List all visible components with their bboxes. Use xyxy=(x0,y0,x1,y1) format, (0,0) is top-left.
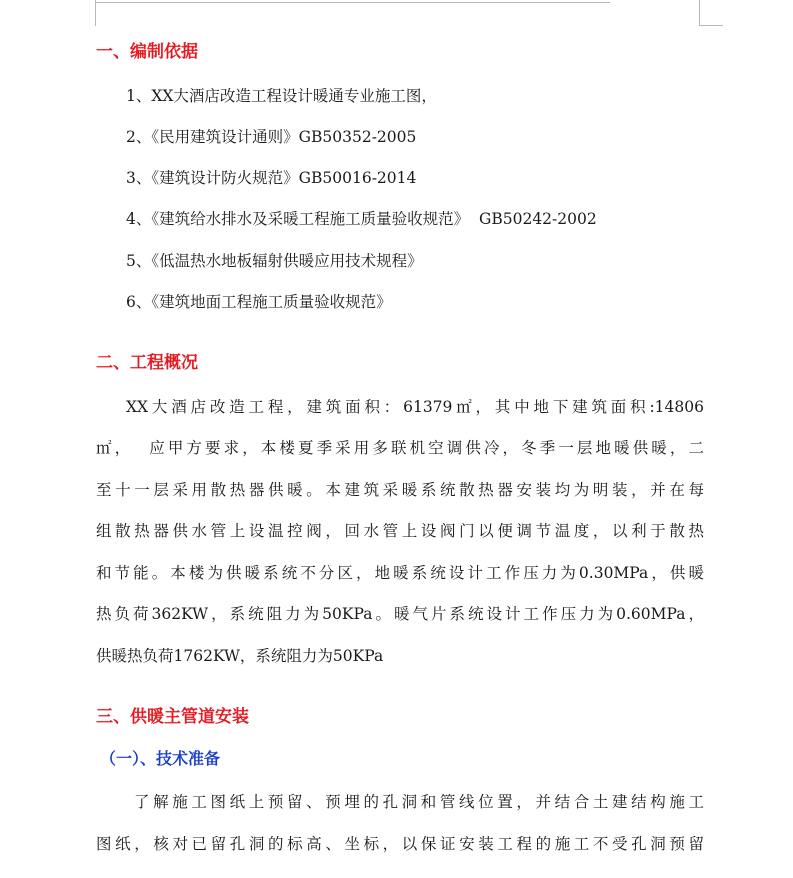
subsection-heading-tech-prep: （一）、技术准备 xyxy=(100,749,221,768)
overview-line-4: 组散热器供水管上设温控阀，回水管上设阀门以便调节温度，以利于散热 xyxy=(96,522,704,540)
overview-line-2: ㎡， 应甲方要求，本楼夏季采用多联机空调供冷，冬季一层地暖供暖，二 xyxy=(96,439,704,457)
basis-item-6: 6、《建筑地面工程施工质量验收规范》 xyxy=(126,293,392,311)
section-heading-basis: 一、编制依据 xyxy=(96,42,198,62)
page-corner-mark-top-right-vertical xyxy=(699,0,700,26)
section-heading-overview: 二、工程概况 xyxy=(96,353,198,373)
page-corner-mark-top-left-vertical xyxy=(95,0,96,26)
section-heading-main-pipe: 三、供暖主管道安装 xyxy=(96,707,249,727)
basis-item-5: 5、《低温热水地板辐射供暖应用技术规程》 xyxy=(126,252,423,270)
basis-item-4: 4、《建筑给水排水及采暖工程施工质量验收规范》 GB50242-2002 xyxy=(126,210,597,228)
overview-line-7: 供暖热负荷1762KW，系统阻力为50KPa xyxy=(96,647,384,665)
overview-line-6: 热负荷362KW，系统阻力为50KPa。暖气片系统设计工作压力为0.60MPa， xyxy=(96,605,704,623)
tech-prep-line-1: 了解施工图纸上预留、预埋的孔洞和管线位置，并结合土建结构施工 xyxy=(134,793,704,811)
basis-item-3: 3、《建筑设计防火规范》GB50016-2014 xyxy=(126,169,417,187)
overview-line-1: XX大酒店改造工程，建筑面积：61379㎡，其中地下建筑面积:14806 xyxy=(126,398,704,416)
overview-line-5: 和节能。本楼为供暖系统不分区，地暖系统设计工作压力为0.30MPa，供暖 xyxy=(96,564,704,582)
overview-line-3: 至十一层采用散热器供暖。本建筑采暖系统散热器安装均为明装，并在每 xyxy=(96,481,704,499)
tech-prep-line-2: 图纸，核对已留孔洞的标高、坐标，以保证安装工程的施工不受孔洞预留 xyxy=(96,835,704,853)
basis-item-2: 2、《民用建筑设计通则》GB50352-2005 xyxy=(126,128,417,146)
basis-item-1: 1、XX大酒店改造工程设计暖通专业施工图， xyxy=(126,87,437,105)
page-corner-mark-top-right-horizontal xyxy=(699,25,723,26)
header-rule xyxy=(95,2,610,3)
